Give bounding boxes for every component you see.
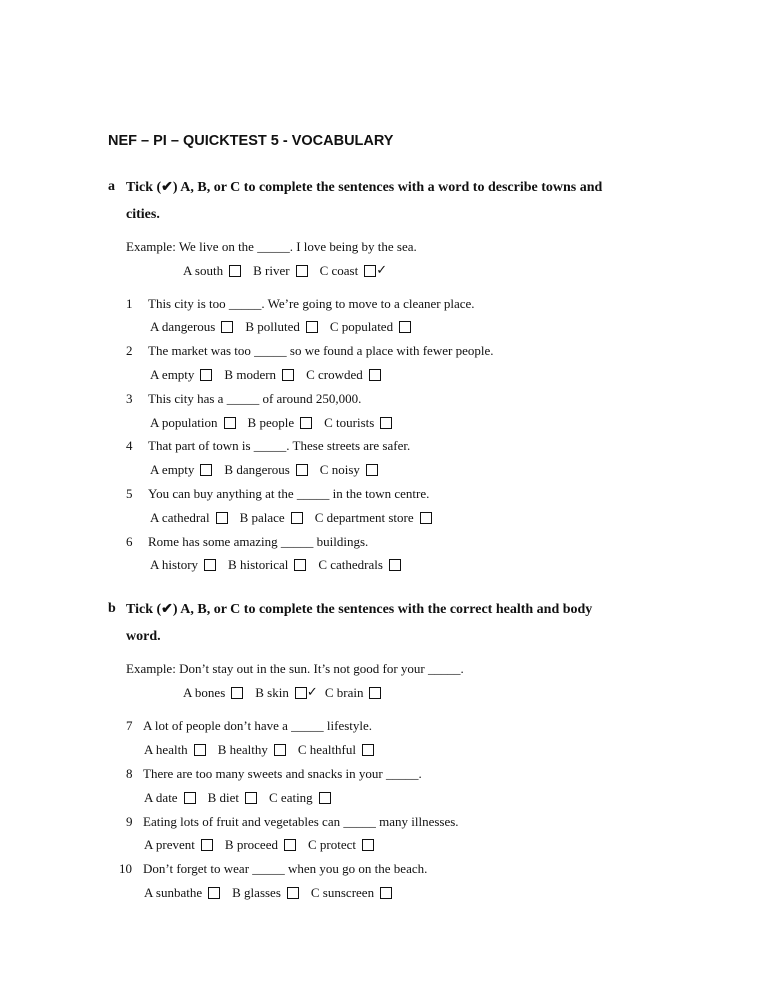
question-number: 6 bbox=[126, 534, 133, 549]
check-mark-icon: ✓ bbox=[306, 685, 318, 700]
option-c bbox=[308, 837, 374, 853]
option-b bbox=[245, 319, 318, 335]
option-a bbox=[150, 510, 228, 526]
option-checkbox[interactable] bbox=[380, 887, 392, 899]
section-b-example-text: Example: Don’t stay out in the sun. It’s not good for your _____. bbox=[126, 661, 464, 676]
option-label: B historical bbox=[228, 557, 289, 572]
example-option-a bbox=[183, 263, 241, 279]
option-label: A dangerous bbox=[150, 319, 216, 334]
option-label: C department store bbox=[314, 510, 414, 525]
question-6-options bbox=[150, 557, 413, 573]
question-number: 5 bbox=[126, 486, 133, 501]
question-text: Don’t forget to wear _____ when you go on the beach. bbox=[143, 861, 428, 876]
option-checkbox[interactable] bbox=[287, 887, 299, 899]
option-label: B glasses bbox=[232, 885, 281, 900]
option-a bbox=[150, 462, 212, 478]
option-label: B polluted bbox=[245, 319, 300, 334]
option-label: C protect bbox=[307, 837, 356, 852]
example-option-c bbox=[325, 685, 382, 701]
option-checkbox[interactable] bbox=[306, 321, 318, 333]
question-7 bbox=[126, 718, 372, 734]
question-text: This city is too _____. We’re going to move to a cleaner place. bbox=[148, 296, 475, 311]
question-5-options bbox=[150, 510, 444, 526]
option-label: B proceed bbox=[224, 837, 278, 852]
question-number: 4 bbox=[126, 438, 133, 453]
option-label: A bones bbox=[183, 685, 226, 700]
option-label: A health bbox=[144, 742, 188, 757]
option-b bbox=[218, 742, 286, 758]
option-checkbox[interactable] bbox=[200, 369, 212, 381]
question-number: 7 bbox=[126, 718, 133, 733]
question-number: 10 bbox=[119, 861, 132, 876]
option-c bbox=[298, 742, 374, 758]
option-checkbox[interactable] bbox=[294, 559, 306, 571]
option-checkbox[interactable] bbox=[369, 687, 381, 699]
option-label: B healthy bbox=[217, 742, 268, 757]
option-checkbox[interactable] bbox=[366, 464, 378, 476]
page-title: NEF – PI – QUICKTEST 5 - VOCABULARY bbox=[108, 133, 394, 149]
example-option-b bbox=[253, 263, 307, 279]
option-a bbox=[144, 790, 196, 806]
section-b-instruction-line1: Tick (✔) A, B, or C to complete the sentences with the correct health and body bbox=[126, 602, 593, 617]
section-b-instruction-line2: word. bbox=[126, 629, 161, 644]
question-text: You can buy anything at the _____ in the town centre. bbox=[148, 486, 430, 501]
option-c bbox=[315, 510, 432, 526]
option-label: A empty bbox=[150, 462, 195, 477]
option-label: A south bbox=[183, 263, 224, 278]
option-label: C noisy bbox=[319, 462, 360, 477]
section-a-instruction-line1: Tick (✔) A, B, or C to complete the sentences with a word to describe towns and bbox=[126, 180, 603, 195]
question-4-options bbox=[150, 462, 390, 478]
option-label: C crowded bbox=[306, 367, 363, 382]
section-a-example-text: Example: We live on the _____. I love being by the sea. bbox=[126, 239, 417, 254]
example-option-c bbox=[319, 263, 388, 279]
option-checkbox[interactable] bbox=[231, 687, 243, 699]
question-7-options bbox=[144, 742, 386, 758]
option-a bbox=[150, 415, 236, 431]
question-4 bbox=[126, 438, 410, 454]
question-number: 3 bbox=[126, 391, 133, 406]
question-text: The market was too _____ so we found a place with fewer people. bbox=[148, 343, 494, 358]
option-checkbox[interactable] bbox=[300, 417, 312, 429]
question-1-options bbox=[150, 319, 423, 335]
question-8-options bbox=[144, 790, 343, 806]
option-a bbox=[144, 742, 206, 758]
option-label: C sunscreen bbox=[310, 885, 375, 900]
option-checkbox[interactable] bbox=[201, 839, 213, 851]
option-checkbox[interactable] bbox=[399, 321, 411, 333]
option-a bbox=[150, 557, 216, 573]
option-checkbox[interactable] bbox=[194, 744, 206, 756]
question-number: 9 bbox=[126, 814, 133, 829]
option-checkbox[interactable] bbox=[221, 321, 233, 333]
option-c bbox=[306, 367, 381, 383]
example-option-b bbox=[255, 685, 318, 701]
question-number: 2 bbox=[126, 343, 133, 358]
option-checkbox[interactable] bbox=[296, 464, 308, 476]
option-label: C healthful bbox=[297, 742, 357, 757]
option-c bbox=[324, 415, 392, 431]
question-3-options bbox=[150, 415, 404, 431]
option-checkbox[interactable] bbox=[200, 464, 212, 476]
option-checkbox[interactable] bbox=[224, 417, 236, 429]
option-b bbox=[240, 510, 303, 526]
option-checkbox[interactable] bbox=[380, 417, 392, 429]
option-checkbox[interactable] bbox=[184, 792, 196, 804]
option-c bbox=[269, 790, 331, 806]
option-checkbox[interactable] bbox=[364, 263, 388, 278]
option-label: B skin bbox=[255, 685, 289, 700]
section-a-letter: a bbox=[108, 179, 115, 194]
question-text: A lot of people don’t have a _____ lifestyle. bbox=[143, 718, 373, 733]
option-checkbox[interactable] bbox=[274, 744, 286, 756]
option-checkbox[interactable] bbox=[295, 685, 318, 700]
option-label: B dangerous bbox=[224, 462, 290, 477]
option-label: A cathedral bbox=[150, 510, 210, 525]
question-5 bbox=[126, 486, 429, 502]
option-label: C coast bbox=[319, 263, 359, 278]
section-a-instruction-line2: cities. bbox=[126, 207, 160, 222]
question-9-options bbox=[144, 837, 386, 853]
option-label: C populated bbox=[329, 319, 394, 334]
option-checkbox[interactable] bbox=[319, 792, 331, 804]
option-c bbox=[320, 462, 378, 478]
option-a bbox=[144, 885, 220, 901]
option-label: B modern bbox=[224, 367, 277, 382]
question-text: That part of town is _____. These streets are safer. bbox=[148, 438, 411, 453]
option-label: A population bbox=[150, 415, 218, 430]
option-checkbox[interactable] bbox=[245, 792, 257, 804]
question-number: 1 bbox=[126, 296, 133, 311]
option-label: A prevent bbox=[144, 837, 195, 852]
option-a bbox=[150, 367, 212, 383]
option-c bbox=[318, 557, 401, 573]
option-label: C cathedrals bbox=[318, 557, 383, 572]
option-label: C brain bbox=[324, 685, 364, 700]
option-checkbox[interactable] bbox=[362, 744, 374, 756]
option-c bbox=[330, 319, 411, 335]
example-option-a bbox=[183, 685, 243, 701]
option-b bbox=[208, 790, 257, 806]
option-checkbox[interactable] bbox=[362, 839, 374, 851]
check-mark-icon: ✓ bbox=[376, 263, 388, 278]
option-checkbox[interactable] bbox=[216, 512, 228, 524]
option-b bbox=[248, 415, 313, 431]
question-8 bbox=[126, 766, 422, 782]
section-a-example-options bbox=[183, 263, 388, 279]
question-2 bbox=[126, 343, 493, 359]
option-label: B diet bbox=[207, 790, 239, 805]
option-label: A sunbathe bbox=[144, 885, 203, 900]
question-10 bbox=[119, 861, 427, 877]
option-label: A empty bbox=[150, 367, 195, 382]
section-b-example-options bbox=[183, 685, 393, 701]
option-checkbox[interactable] bbox=[204, 559, 216, 571]
question-1 bbox=[126, 296, 475, 312]
option-b bbox=[224, 462, 307, 478]
question-9 bbox=[126, 814, 459, 830]
option-checkbox[interactable] bbox=[389, 559, 401, 571]
option-checkbox[interactable] bbox=[369, 369, 381, 381]
option-b bbox=[228, 557, 306, 573]
question-10-options bbox=[144, 885, 404, 901]
question-text: This city has a _____ of around 250,000. bbox=[148, 391, 362, 406]
option-label: A history bbox=[150, 557, 199, 572]
question-6 bbox=[126, 534, 368, 550]
option-label: A date bbox=[144, 790, 178, 805]
question-2-options bbox=[150, 367, 393, 383]
option-c bbox=[311, 885, 392, 901]
option-label: B people bbox=[247, 415, 295, 430]
section-b-letter: b bbox=[108, 601, 116, 616]
option-checkbox[interactable] bbox=[282, 369, 294, 381]
question-text: Eating lots of fruit and vegetables can _____ many illnesses. bbox=[143, 814, 459, 829]
question-number: 8 bbox=[126, 766, 133, 781]
option-label: C tourists bbox=[324, 415, 375, 430]
question-text: There are too many sweets and snacks in your _____. bbox=[143, 766, 422, 781]
option-label: B river bbox=[253, 263, 290, 278]
option-label: C eating bbox=[269, 790, 313, 805]
option-checkbox[interactable] bbox=[208, 887, 220, 899]
option-label: B palace bbox=[239, 510, 285, 525]
option-b bbox=[232, 885, 299, 901]
question-3 bbox=[126, 391, 361, 407]
option-a bbox=[150, 319, 233, 335]
option-a bbox=[144, 837, 213, 853]
option-checkbox[interactable] bbox=[291, 512, 303, 524]
option-checkbox[interactable] bbox=[420, 512, 432, 524]
option-checkbox[interactable] bbox=[284, 839, 296, 851]
option-checkbox[interactable] bbox=[229, 265, 241, 277]
option-b bbox=[224, 367, 294, 383]
option-checkbox[interactable] bbox=[296, 265, 308, 277]
question-text: Rome has some amazing _____ buildings. bbox=[148, 534, 369, 549]
option-b bbox=[225, 837, 296, 853]
